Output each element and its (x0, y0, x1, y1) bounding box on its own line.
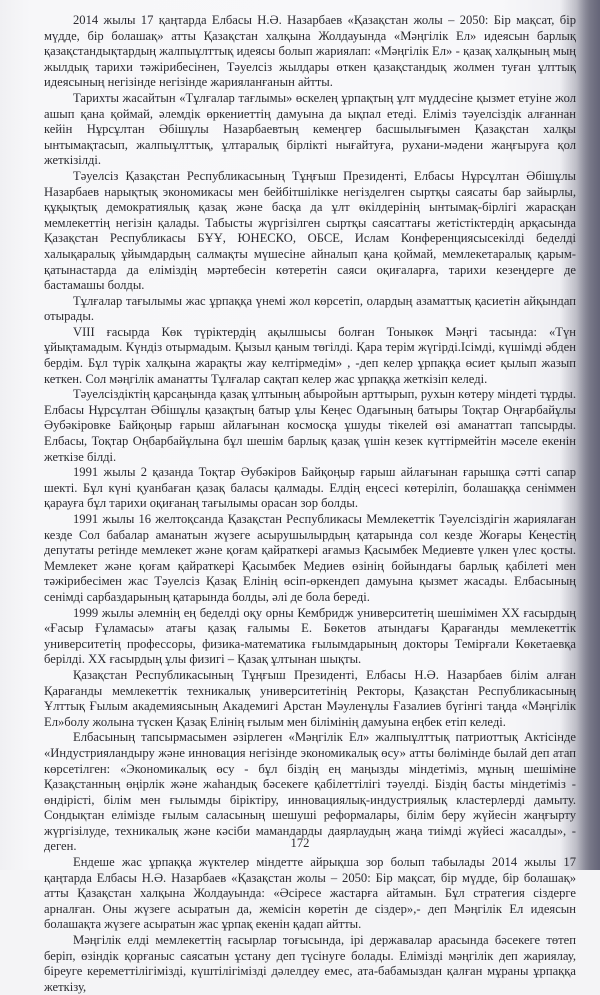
paragraph-13: Мәңгілік елді мемлекеттің ғасырлар тоғысында, ірі державалар арасында бәсекеге төтеп беріп, өзіндік қорғаныс саясатын ұстану деп түсінуге болады. Елімізді мәңгілік деп жариялау, біреуге кереметтілігімізді, күштілігімізді дәлелдеу емес, ата-бабамыздан қалған мұраны ұрпаққа жеткізу, (44, 933, 576, 994)
paragraph-7: 1991 жылы 2 қазанда Тоқтар Әубәкіров Байқоңыр ғарыш айлағынан ғарышқа сәтті сапар шекті. Бұл күні қуанбаған қазақ баласы қалмады. Елдің еңсесі көтеріліп, болашаққа сеніммен қарауға бұл тарихи оқиғанаң тағылымы орасан зор болды. (44, 465, 576, 511)
paragraph-3: Тәуелсіз Қазақстан Республикасының Тұңғыш Президенті, Елбасы Нұрсұлтан Әбішұлы Назарбаев нарықтық экономикасы мен бейбітшілікке негізделген сыртқы саясаты бар зайырлы, құқықтық демократиялық қазақ және басқа да ұлт өкілдерінің ынтымақ-бірлігі жарасқан мемлекеттің негізін қалады. Табысты жүргізілген сыртқы саясаттағы жетістіктердің арқасында Қазақстан Республикасы БҰҰ, ЮНЕСКО, ОБСЕ, Ислам Конференциясысекілді беделді халықаралық ұйымдардың салмақты мүшесіне айналып қана қоймай, мемлекетаралық қарым-қатынастарда да еліміздің мәртебесін көтеретін саяси оқиғаларға, тарихи кезеңдерге де бастамашы болды. (44, 168, 576, 293)
page-number: 172 (290, 836, 310, 850)
paragraph-2: Тарихты жасайтын «Тұлғалар тағлымы» өскелең ұрпақтың ұлт мүддесіне қызмет етуіне жол ашып қана қоймай, әлемдік өркениеттің дамуына да ықпал етеді. Еліміз тәуелсіздік алғаннан кейін Нұрсұлтан Әбішұлы Назарбаевтың кемеңгер басшылығымен Қазақстан халқы ынтымақтасып, жалпыұлттық, ұлтаралық бірлікті нығайтуға, рухани-мәдени жаңғыруға қол жеткізілді. (44, 90, 576, 168)
binding-edge-shadow (576, 0, 600, 870)
paragraph-9: 1999 жылы әлемнің ең беделді оқу орны Кембридж университетің шешімімен ХХ ғасырдың «Ғасыр Ғұламасы» атағы қазақ ғалымы Е. Бөкетов атындағы Қарағанды мемлекеттік университетің профессоры, физика-математика ғылымдарының докторы Темірғали Көкетаевқа берілді. ХХ ғасырдың ұлы физигі – Қазақ ұлтынан шықты. (44, 605, 576, 667)
paragraph-11: Елбасының тапсырмасымен әзірлеген «Мәңгілік Ел» жалпыұлттық патриоттық Актісінде «Индустрияландыру және инновация негізінде экономикалық өсу» атты бөлімінде былай деп атап көрсетілген: «Экономикалық өсу - бұл біздің ең маңызды міндетіміз, мұның шешіміне Қазақстанның өңірлік және жаһандық бәсекеге қабілеттілігі тәуелді. Біздің басты міндетіміз - өндірісті, білім мен ғылымды біріктіру, инновациялық-индустриялық кластерлерді дамыту. Сондықтан елімізде ғылым саласының шешуші реформалары, білім беру жүйесін жаңғырту жүргізілуде, техникалық және кәсіби мамандарды даярлаудың жаңа тиімді жүйесі жасалды», - деген. (44, 730, 576, 854)
paragraph-12: Ендеше жас ұрпаққа жүктелер міндетте айрықша зор болып табылады 2014 жылы 17 қаңтарда Елбасы Н.Ә. Назарбаев «Қазақстан жолы – 2050: Бір мақсат, бір мүдде, бір болашақ» атты Қазақстан халқына Жолдауында: «Әсіресе жастарға айтамын. Бұл стратегия сіздерге арналған. Оны жүзеге асыратын да, жемісін көретін де сіздер»,- деп Мәңгілік Ел идеясын болашақта жүзеге асыратын жас ұрпақ екенін қадап айтты. (44, 855, 576, 932)
paragraph-5: VIII ғасырда Көк түріктердің ақылшысы болған Тоныкөк Мәңгі тасында: «Түн ұйықтамадым. Күндіз отырмадым. Қызыл қаным төгілді. Қара терім жүгірді.Ісімді, күшімді әбден бердім. Бұл түрік халқына жарақты жау келтірмедім» , -деп келер ұрпаққа өсиет қылып жазып кеткен. Сол мәңгілік аманатты Тұлғалар сақтап келер жас ұрпаққа жеткізіп келеді. (44, 324, 576, 386)
paragraph-4: Тұлғалар тағылымы жас ұрпаққа үнемі жол көрсетіп, олардың азаматтық қасиетін айқындап отырады. (44, 293, 576, 324)
paragraph-8: 1991 жылы 16 желтоқсанда Қазақстан Республикасы Мемлекеттік Тәуелсіздігін жариялаған кезде Сол бабалар аманатын жүзеге асырушылырдың қатарында сол кезде Жоғары Кеңестің депутаты ретінде мемлекет және қоғам қайраткері ағамыз Қасымбек Медиевте үлкен үлес қосты. Мемлекет және қоғам қайраткері Қасымбек Медиев өзінің бойындағы барлық қабілеті мен тәжірибесімен жас Тәуелсіз Қазақ Елінің өсіп-өркендеп дамуына қызмет жасады. Елбасының сенімді сарбаздарының қатарында болды, әлі де бола береді. (44, 512, 576, 604)
paragraph-10: Қазақстан Республикасының Тұңғыш Президенті, Елбасы Н.Ә. Назарбаев білім алған Қарағанды мемлекеттік техникалық университетінің Ректоры, Қазақстан Республикасының Ұлттық Ғылым академиясының Академигі Арстан Мәуленұлы Ғазалиев бүгінгі таңда «Мәңгілік Ел»болу жолына түскен Қазақ Елінің ғылым мен білімінің дамуына еңбек етіп келеді. (44, 667, 576, 729)
paragraph-6: Тәуелсіздіктің қарсаңында қазақ ұлтының абыройын арттырып, рухын көтеру міндеті тұрды. Елбасы Нұрсұлтан Әбішұлы қазақтың батыр ұлы Кеңес Одағының батыры Тоқтар Оңғарбайұлы Әубәкіровке Байқоңыр ғарыш айлағынан космосқа ұшуды тікелей өзі аманаттап тапсырды. Елбасы, Тоқтар Оңбарбайұлына бұл шешім барлық қазақ үшін кезек күттірмейтін мәселе екенін жеткізе білді. (44, 387, 576, 464)
paragraph-1: 2014 жылы 17 қаңтарда Елбасы Н.Ә. Назарбаев «Қазақстан жолы – 2050: Бір мақсат, бір мүдде, бір болашақ» атты Қазақстан халқына Жолдауында «Мәңгілік Ел» идеясын барлық қазақстандықтардың жалпыұлттық идеясы болып жариялап: «Мәңгілік Ел» - қазақ халқының мың жылдық тарихи тәжірибесінен, Тәуелсіз жылдары өткен қазақстандық жолмен туған ұлттық идеясының негізінде негізінде жарияланғанын айтты. (44, 13, 576, 90)
